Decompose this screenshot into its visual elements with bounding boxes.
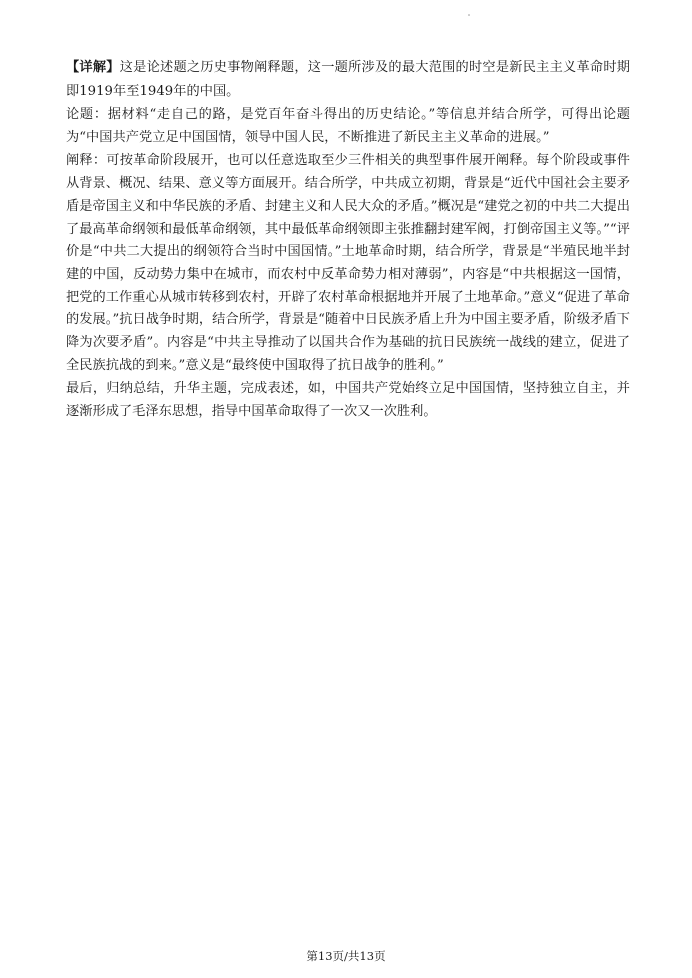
paragraph-text: 这是论述题之历史事物阐释题，这一题所涉及的最大范围的时空是新民主主义革命时期即1919年至1949年的中国。 — [66, 60, 630, 99]
paragraph-text: 最后，归纳总结，升华主题，完成表述，如，中国共产党始终立足中国国情，坚持独立自主，并逐渐形成了毛泽东思想，指导中国革命取得了一次又一次胜利。 — [66, 381, 630, 420]
paragraph-text: 论题：据材料“走自己的路，是党百年奋斗得出的历史结论。”等信息并结合所学，可得出论题为“中国共产党立足中国国情，领导中国人民，不断推进了新民主主义革命的进展。” — [66, 107, 630, 145]
paragraph-conclusion — [66, 378, 630, 423]
paragraph-thesis — [66, 104, 630, 149]
paragraph-text: 阐释：可按革命阶段展开，也可以任意选取至少三件相关的典型事件展开阐释。每个阶段或事件从背景、概况、结果、意义等方面展开。结合所学，中共成立初期，背景是“近代中国社会主要矛盾是帝国主义和中华民族的矛盾、封建主义和人民大众的矛盾。”概况是“建党之初的中共二大提出了最高革命纲领和最低革命纲领，其中最低革命纲领即主张推翻封建军阀，打倒帝国主义等。”“评价是“中共二大提出的纲领符合当时中国国情。”土地革命时期，结合所学，背景是“半殖民地半封建的中国，反动势力集中在城市，而农村中反革命势力相对薄弱”，内容是“中共根据这一国情，把党的工作重心从城市转移到农村，开辟了农村革命根据地并开展了土地革命。”意义“促进了革命的发展。”抗日战争时期，结合所学，背景是“随着中日民族矛盾上升为中国主要矛盾，阶级矛盾下降为次要矛盾”。内容是“中共主导推动了以国共合作为基础的抗日民族统一战线的建立，促进了全民族抗战的到来。”意义是“最终使中国取得了抗日战争的胜利。” — [66, 153, 630, 373]
page-footer: 第13页/共13页 — [306, 949, 386, 963]
detail-label: 【详解】 — [66, 60, 120, 75]
scan-speck — [468, 14, 470, 16]
answer-explanation — [66, 56, 630, 424]
paragraph-intro — [66, 56, 630, 103]
paragraph-elaboration — [66, 150, 630, 377]
